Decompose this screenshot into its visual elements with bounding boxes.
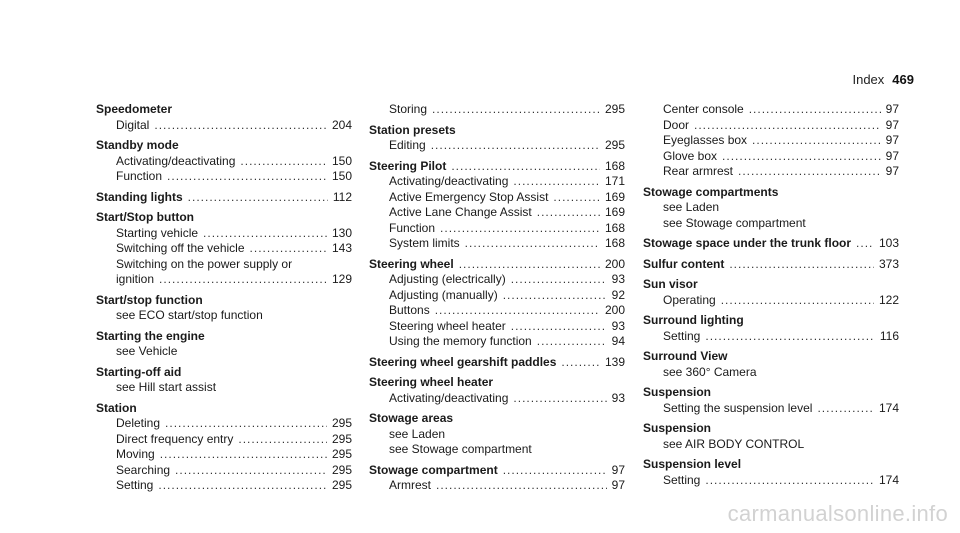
dot-leader bbox=[250, 241, 327, 257]
sub-entry bbox=[643, 102, 899, 118]
entry-heading-text: Steering wheel heater bbox=[369, 375, 494, 389]
dot-leader bbox=[431, 138, 600, 154]
dot-leader bbox=[553, 190, 600, 206]
sub-entry-text: Setting bbox=[663, 328, 701, 343]
sub-entry bbox=[643, 200, 899, 216]
sub-entry-text: Buttons bbox=[389, 303, 430, 317]
sub-entry bbox=[369, 427, 625, 443]
entry-heading-text: Station presets bbox=[369, 122, 456, 137]
entry-heading-text: Steering wheel gearshift paddles bbox=[369, 354, 557, 369]
sub-entry-text: Using the memory function bbox=[389, 334, 532, 348]
page-number: 469 bbox=[892, 72, 914, 87]
index-entry bbox=[643, 385, 899, 416]
dot-leader bbox=[513, 174, 600, 190]
index-entry bbox=[369, 463, 625, 494]
entry-heading-text: Start/stop function bbox=[96, 292, 203, 307]
sub-entry-text: Door bbox=[663, 117, 690, 132]
index-entry bbox=[369, 375, 625, 406]
sub-entry-text: Activating/deactivating bbox=[389, 390, 509, 405]
entry-heading-text: Sun visor bbox=[643, 277, 698, 291]
entry-heading-text: Stowage compartment bbox=[369, 462, 498, 477]
dot-leader bbox=[561, 355, 600, 371]
index-entry bbox=[96, 102, 352, 133]
page-ref: 97 bbox=[885, 117, 899, 132]
page-ref: 169 bbox=[604, 205, 625, 219]
page-ref: 373 bbox=[878, 256, 899, 271]
index-entry bbox=[643, 421, 899, 452]
sub-entry bbox=[369, 272, 625, 288]
sub-entry-text: Setting the suspension level bbox=[663, 400, 813, 415]
sub-entry bbox=[96, 241, 352, 257]
page-ref: 116 bbox=[879, 328, 899, 343]
entry-heading bbox=[369, 159, 625, 175]
sub-entry bbox=[643, 118, 899, 134]
sub-entry bbox=[96, 272, 352, 288]
entry-heading-text: Stowage areas bbox=[369, 411, 454, 425]
entry-heading bbox=[643, 349, 899, 365]
dot-leader bbox=[537, 205, 600, 221]
sub-entry bbox=[96, 344, 352, 360]
sub-entry bbox=[96, 257, 352, 273]
entry-heading-text: Starting the engine bbox=[96, 328, 205, 343]
watermark-text: carmanualsonline.info bbox=[727, 501, 948, 526]
page-ref: 295 bbox=[331, 447, 352, 461]
index-column-3 bbox=[643, 102, 899, 488]
index-entry bbox=[643, 102, 899, 180]
dot-leader bbox=[694, 118, 881, 134]
page-ref: 130 bbox=[331, 225, 352, 240]
page-ref: 150 bbox=[331, 153, 352, 168]
sub-entry bbox=[96, 416, 352, 432]
sub-entry bbox=[643, 216, 899, 232]
entry-heading-text: Sulfur content bbox=[643, 256, 725, 271]
entry-heading bbox=[643, 185, 899, 201]
dot-leader bbox=[705, 329, 875, 345]
sub-entry bbox=[96, 154, 352, 170]
dot-leader bbox=[188, 190, 328, 206]
page-header bbox=[852, 72, 914, 87]
sub-entry-text: Steering wheel heater bbox=[389, 318, 506, 333]
entry-heading-text: Surround lighting bbox=[643, 313, 744, 327]
entry-heading bbox=[96, 102, 352, 118]
page-ref: 171 bbox=[604, 174, 625, 188]
sub-entry-text: Switching off the vehicle bbox=[116, 241, 245, 255]
entry-heading bbox=[96, 365, 352, 381]
sub-entry-text: Digital bbox=[116, 117, 150, 132]
page-ref: 139 bbox=[604, 354, 625, 369]
entry-heading bbox=[96, 138, 352, 154]
index-entry bbox=[96, 401, 352, 494]
page-ref: 112 bbox=[332, 189, 352, 204]
sub-entry-text: Editing bbox=[389, 138, 426, 152]
sub-entry bbox=[643, 437, 899, 453]
dot-leader bbox=[817, 401, 874, 417]
dot-leader bbox=[167, 169, 327, 185]
entry-heading bbox=[643, 313, 899, 329]
dot-leader bbox=[729, 257, 874, 273]
entry-heading-text: Stowage space under the trunk floor bbox=[643, 236, 852, 250]
index-entry bbox=[96, 365, 352, 396]
entry-heading bbox=[96, 210, 352, 226]
dot-leader bbox=[240, 154, 327, 170]
sub-entry-text: ignition bbox=[116, 272, 155, 286]
page-ref: 295 bbox=[604, 138, 625, 152]
page-ref: 97 bbox=[885, 164, 899, 178]
entry-heading-text: Steering wheel bbox=[369, 256, 454, 271]
index-column-1 bbox=[96, 102, 352, 494]
dot-leader bbox=[238, 432, 327, 448]
index-entry bbox=[369, 159, 625, 252]
dot-leader bbox=[749, 102, 881, 118]
sub-entry bbox=[643, 365, 899, 381]
sub-entry bbox=[96, 118, 352, 134]
index-entry bbox=[96, 190, 352, 206]
page-ref: 93 bbox=[611, 390, 625, 405]
page-ref: 168 bbox=[604, 158, 625, 173]
entry-heading bbox=[96, 293, 352, 309]
page-ref: 93 bbox=[611, 318, 625, 333]
index-entry bbox=[643, 313, 899, 344]
sub-entry-text: Setting bbox=[663, 472, 701, 487]
entry-heading-text: Starting-off aid bbox=[96, 364, 182, 379]
sub-entry bbox=[369, 478, 625, 494]
sub-entry bbox=[96, 380, 352, 396]
page-ref: 174 bbox=[878, 400, 899, 415]
page-ref: 150 bbox=[331, 169, 352, 183]
index-entry bbox=[643, 457, 899, 488]
sub-entry-text: see Stowage compartment bbox=[389, 442, 532, 456]
sub-entry bbox=[643, 133, 899, 149]
page-ref: 93 bbox=[611, 272, 625, 286]
page-ref: 295 bbox=[331, 416, 352, 430]
dot-leader bbox=[160, 447, 327, 463]
sub-entry bbox=[96, 447, 352, 463]
sub-entry-text: Center console bbox=[663, 102, 744, 116]
page-ref: 122 bbox=[878, 292, 899, 307]
entry-heading bbox=[96, 329, 352, 345]
sub-entry bbox=[369, 391, 625, 407]
index-entry bbox=[96, 210, 352, 288]
page-ref: 168 bbox=[604, 220, 625, 235]
index-entry bbox=[643, 257, 899, 273]
entry-heading-text: Suspension bbox=[643, 385, 712, 399]
dot-leader bbox=[440, 221, 600, 237]
dot-leader bbox=[432, 102, 600, 118]
sub-entry-text: Eyeglasses box bbox=[663, 133, 748, 147]
sub-entry bbox=[369, 319, 625, 335]
page-ref: 204 bbox=[331, 117, 352, 132]
sub-entry-text: Deleting bbox=[116, 416, 161, 430]
page-ref: 174 bbox=[878, 472, 899, 487]
entry-heading-text: Surround View bbox=[643, 349, 728, 363]
page-ref: 295 bbox=[331, 431, 352, 446]
entry-heading bbox=[643, 385, 899, 401]
sub-entry-text: Rear armrest bbox=[663, 164, 734, 178]
sub-entry bbox=[369, 442, 625, 458]
dot-leader bbox=[159, 272, 327, 288]
entry-heading-text: Standing lights bbox=[96, 189, 183, 204]
sub-entry bbox=[643, 401, 899, 417]
sub-entry bbox=[643, 293, 899, 309]
index-entry bbox=[643, 277, 899, 308]
sub-entry bbox=[96, 478, 352, 494]
sub-entry-text: see Stowage compartment bbox=[663, 215, 806, 230]
index-entry bbox=[369, 257, 625, 350]
entry-heading-text: Standby mode bbox=[96, 138, 179, 152]
sub-entry-text: see Hill start assist bbox=[116, 380, 217, 394]
sub-entry bbox=[369, 236, 625, 252]
sub-entry-text: Operating bbox=[663, 292, 716, 307]
entry-heading bbox=[369, 411, 625, 427]
dot-leader bbox=[175, 463, 327, 479]
sub-entry bbox=[643, 149, 899, 165]
dot-leader bbox=[738, 164, 881, 180]
page-ref: 97 bbox=[885, 148, 899, 163]
index-entry bbox=[369, 123, 625, 154]
page-ref: 92 bbox=[611, 287, 625, 302]
entry-heading bbox=[643, 236, 899, 252]
entry-heading-text: Steering Pilot bbox=[369, 158, 447, 173]
sub-entry bbox=[96, 463, 352, 479]
sub-entry-text: Setting bbox=[116, 478, 154, 492]
index-entry bbox=[96, 138, 352, 185]
sub-entry-text: Searching bbox=[116, 462, 171, 477]
sub-entry bbox=[369, 138, 625, 154]
sub-entry bbox=[369, 174, 625, 190]
dot-leader bbox=[465, 236, 600, 252]
sub-entry-text: see Vehicle bbox=[116, 344, 178, 358]
dot-leader bbox=[165, 416, 327, 432]
dot-leader bbox=[722, 149, 881, 165]
sub-entry-text: Storing bbox=[389, 102, 428, 116]
sub-entry bbox=[643, 164, 899, 180]
dot-leader bbox=[513, 391, 606, 407]
entry-heading bbox=[643, 257, 899, 273]
index-entry bbox=[643, 236, 899, 252]
dot-leader bbox=[511, 272, 607, 288]
sub-entry-text: System limits bbox=[389, 236, 460, 250]
dot-leader bbox=[503, 463, 607, 479]
sub-entry-text: Active Lane Change Assist bbox=[389, 205, 532, 219]
dot-leader bbox=[451, 159, 600, 175]
entry-heading-text: Suspension bbox=[643, 421, 712, 435]
sub-entry-text: see Laden bbox=[389, 426, 446, 441]
sub-entry-text: Activating/deactivating bbox=[116, 153, 236, 168]
page-ref: 97 bbox=[885, 133, 899, 147]
page-ref: 97 bbox=[611, 478, 625, 492]
page-ref: 200 bbox=[604, 303, 625, 317]
dot-leader bbox=[436, 478, 607, 494]
sub-entry bbox=[369, 102, 625, 118]
sub-entry-text: Glove box bbox=[663, 148, 718, 163]
index-entry bbox=[369, 411, 625, 458]
index-entry bbox=[96, 293, 352, 324]
entry-heading-text: Suspension level bbox=[643, 457, 742, 471]
sub-entry bbox=[96, 432, 352, 448]
header-label: Index bbox=[852, 72, 885, 87]
entry-heading bbox=[369, 463, 625, 479]
dot-leader bbox=[158, 478, 327, 494]
page-ref: 295 bbox=[331, 478, 352, 492]
sub-entry-text: Function bbox=[116, 169, 163, 183]
entry-heading bbox=[369, 257, 625, 273]
page-ref: 103 bbox=[878, 236, 899, 250]
sub-entry bbox=[369, 205, 625, 221]
entry-heading bbox=[369, 355, 625, 371]
entry-heading-text: Speedometer bbox=[96, 102, 173, 116]
sub-entry-text: Active Emergency Stop Assist bbox=[389, 189, 549, 204]
sub-entry-text: Starting vehicle bbox=[116, 225, 199, 240]
index-entry bbox=[369, 102, 625, 118]
entry-heading-text: Stowage compartments bbox=[643, 184, 779, 199]
sub-entry-text: Direct frequency entry bbox=[116, 431, 234, 446]
index-column-2 bbox=[369, 102, 625, 494]
sub-entry bbox=[369, 190, 625, 206]
page-ref: 295 bbox=[604, 102, 625, 116]
page-ref: 168 bbox=[604, 236, 625, 250]
sub-entry-text: Armrest bbox=[389, 478, 431, 492]
sub-entry-text: Moving bbox=[116, 447, 155, 461]
page-ref: 169 bbox=[604, 189, 625, 204]
dot-leader bbox=[459, 257, 600, 273]
sub-entry bbox=[369, 334, 625, 350]
sub-entry-text: Adjusting (manually) bbox=[389, 287, 498, 302]
entry-heading bbox=[643, 457, 899, 473]
dot-leader bbox=[721, 293, 874, 309]
page-ref: 97 bbox=[885, 102, 899, 116]
index-entry bbox=[96, 329, 352, 360]
dot-leader bbox=[537, 334, 607, 350]
sub-entry bbox=[96, 226, 352, 242]
page-ref: 200 bbox=[604, 256, 625, 271]
sub-entry-text: see ECO start/stop function bbox=[116, 308, 263, 322]
dot-leader bbox=[752, 133, 881, 149]
sub-entry-text: see Laden bbox=[663, 200, 720, 214]
entry-heading bbox=[369, 123, 625, 139]
sub-entry bbox=[643, 329, 899, 345]
sub-entry bbox=[369, 288, 625, 304]
page-ref: 295 bbox=[331, 462, 352, 477]
sub-entry-text: see 360° Camera bbox=[663, 364, 757, 379]
index-entry bbox=[643, 185, 899, 232]
dot-leader bbox=[503, 288, 607, 304]
dot-leader bbox=[856, 236, 874, 252]
sub-entry-text: Switching on the power supply or bbox=[116, 256, 293, 271]
entry-heading-text: Start/Stop button bbox=[96, 210, 194, 224]
entry-heading-text: Station bbox=[96, 400, 137, 415]
sub-entry-text: Activating/deactivating bbox=[389, 174, 509, 188]
entry-heading bbox=[96, 401, 352, 417]
page-ref: 94 bbox=[611, 334, 625, 348]
entry-heading bbox=[96, 190, 352, 206]
sub-entry bbox=[96, 169, 352, 185]
entry-heading bbox=[643, 277, 899, 293]
entry-heading bbox=[643, 421, 899, 437]
sub-entry bbox=[369, 221, 625, 237]
sub-entry bbox=[643, 473, 899, 489]
dot-leader bbox=[435, 303, 600, 319]
entry-heading bbox=[369, 375, 625, 391]
sub-entry bbox=[96, 308, 352, 324]
dot-leader bbox=[511, 319, 607, 335]
page-ref: 129 bbox=[331, 272, 352, 286]
index-entry bbox=[643, 349, 899, 380]
sub-entry-text: see AIR BODY CONTROL bbox=[663, 436, 805, 451]
sub-entry-text: Adjusting (electrically) bbox=[389, 272, 506, 286]
dot-leader bbox=[705, 473, 874, 489]
index-entry bbox=[369, 355, 625, 371]
sub-entry-text: Function bbox=[389, 220, 436, 235]
page-ref: 143 bbox=[331, 241, 352, 255]
dot-leader bbox=[154, 118, 327, 134]
sub-entry bbox=[369, 303, 625, 319]
dot-leader bbox=[203, 226, 327, 242]
page-ref: 97 bbox=[611, 462, 625, 477]
